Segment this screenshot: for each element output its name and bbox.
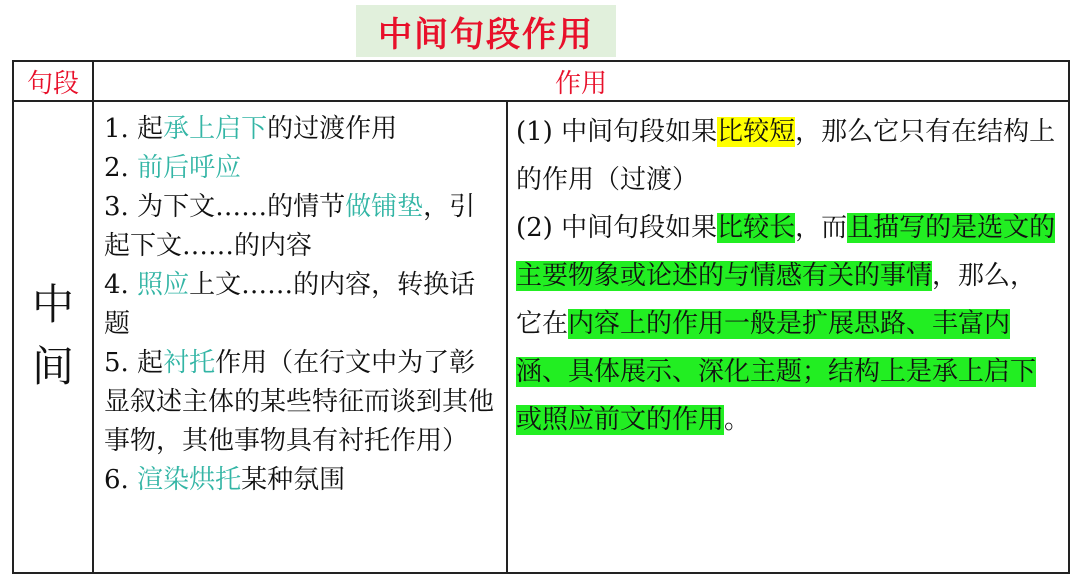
list-item bbox=[104, 344, 500, 461]
table-body-row bbox=[12, 100, 1070, 574]
header-cell-sentence bbox=[14, 62, 94, 102]
text-run: 的过渡作用 bbox=[267, 114, 398, 144]
paragraph bbox=[516, 204, 1060, 444]
list-item bbox=[104, 266, 500, 344]
text-run: 作用（在行文中为了彰显叙述主体的某些特征而谈到其他事物，其他事物具有衬托作用） bbox=[104, 348, 495, 456]
text-run: (2) 中间句段如果 bbox=[516, 213, 718, 243]
text-run: 上文……的内容，转换话题 bbox=[104, 270, 476, 339]
page-title: 中间句段作用 bbox=[378, 14, 594, 55]
table-header-row bbox=[12, 60, 1070, 102]
explanation-text bbox=[516, 108, 1060, 444]
text-run: 3. 为下文……的情节 bbox=[104, 192, 346, 222]
header-label-sentence: 句段 bbox=[26, 68, 79, 99]
text-run: 某种氛围 bbox=[241, 465, 346, 495]
list-item bbox=[104, 149, 500, 188]
list-item bbox=[104, 461, 500, 500]
text-run: 1. 起 bbox=[104, 114, 164, 144]
highlighted-text: 且描写的是选文的主要物象或论述的与情感有关的事情 bbox=[516, 213, 1056, 291]
side-label: 中间 bbox=[31, 280, 74, 391]
list-item bbox=[104, 110, 500, 149]
title-box bbox=[356, 5, 616, 57]
highlighted-text: 做铺垫 bbox=[345, 192, 424, 222]
explanation-cell bbox=[508, 100, 1070, 574]
highlighted-text: 承上启下 bbox=[163, 114, 268, 144]
text-run: 。 bbox=[724, 405, 751, 435]
text-run: 5. 起 bbox=[104, 348, 164, 378]
function-list bbox=[104, 110, 500, 500]
text-run: 2. bbox=[104, 153, 138, 183]
paragraph bbox=[516, 108, 1060, 204]
highlighted-text: 前后呼应 bbox=[137, 153, 242, 183]
highlighted-text: 内容上的作用一般是扩展思路、丰富内涵、具体展示、深化主题；结构上是承上启下或照应前文的作用 bbox=[516, 309, 1037, 435]
header-label-function: 作用 bbox=[554, 68, 607, 99]
text-run: 4. bbox=[104, 270, 138, 300]
highlighted-text: 照应 bbox=[137, 270, 190, 300]
text-run: ，而 bbox=[795, 213, 848, 243]
text-run: 6. bbox=[104, 465, 138, 495]
function-list-cell bbox=[94, 100, 508, 574]
highlighted-text: 渲染烘托 bbox=[137, 465, 242, 495]
highlighted-text: 衬托 bbox=[163, 348, 216, 378]
text-run: ，那么，它在 bbox=[516, 261, 1037, 339]
text-run: ，那么它只有在结构上的作用（过渡） bbox=[516, 117, 1056, 195]
side-label-cell bbox=[14, 100, 94, 574]
text-run: (1) 中间句段如果 bbox=[516, 117, 718, 147]
header-cell-function bbox=[94, 62, 1070, 102]
list-item bbox=[104, 188, 500, 266]
highlighted-text: 比较长 bbox=[717, 213, 796, 243]
text-run: ，引起下文……的内容 bbox=[104, 192, 476, 261]
highlighted-text: 比较短 bbox=[717, 117, 796, 147]
